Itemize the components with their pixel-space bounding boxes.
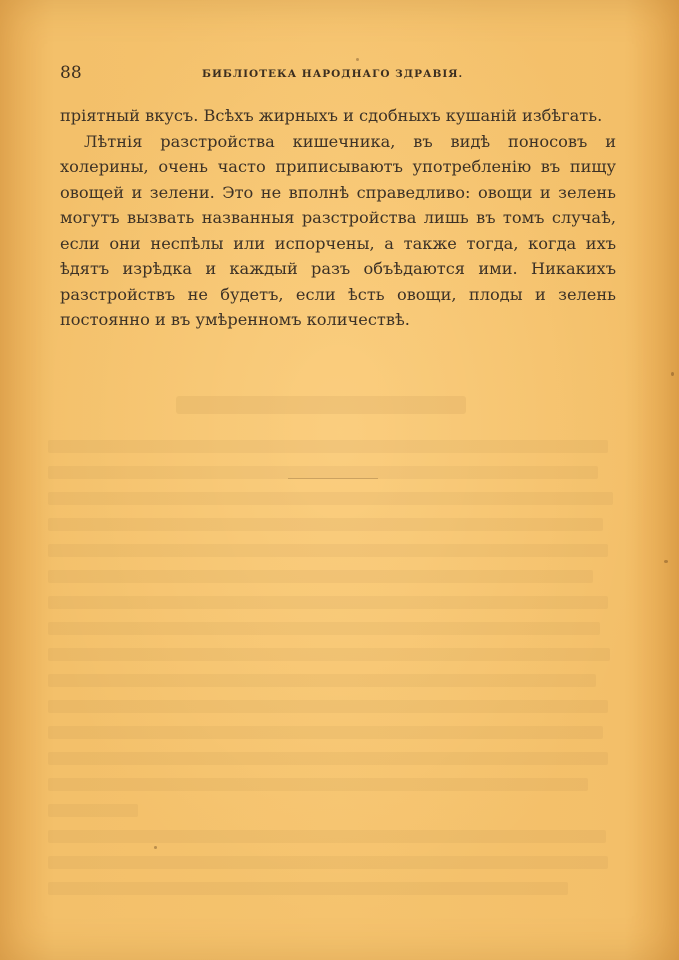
bleed-through-line xyxy=(48,804,138,817)
bleed-through-rule xyxy=(288,478,378,479)
running-head: БИБЛІОТЕКА НАРОДНАГО ЗДРАВІЯ. xyxy=(202,68,464,80)
page-header xyxy=(60,60,616,86)
page-number: 88 xyxy=(60,63,82,83)
bleed-through-line xyxy=(48,518,603,531)
bleed-through-line xyxy=(48,752,608,765)
bleed-through-line xyxy=(48,778,588,791)
bleed-through-line xyxy=(48,544,608,557)
ink-spot xyxy=(664,560,668,563)
bleed-through-line xyxy=(48,466,598,479)
bleed-through-line xyxy=(48,674,596,687)
bleed-through-line xyxy=(48,856,608,869)
bleed-through-line xyxy=(48,830,606,843)
bleed-through-line xyxy=(48,492,613,505)
paragraph-summer-disorders: Лѣтнія разстройства кишечника, въ видѣ поносовъ и холерины, очень часто приписываютъ употребленію въ пищу овощей и зелени. Это не вполнѣ справедливо: овощи и зелень могутъ вызвать названныя разстройства лишь въ томъ случаѣ, если они неспѣлы или испорчены, а также тогда, когда ихъ ѣдятъ изрѣдка и каждый разъ объѣдаются ими. Никакихъ разстройствъ не будетъ, если ѣсть овощи, плоды и зелень постоянно и въ умѣренномъ количествѣ. xyxy=(60,131,616,329)
bleed-through-line xyxy=(48,570,593,583)
body-text xyxy=(60,103,616,333)
ink-spot xyxy=(671,372,674,376)
ink-spot xyxy=(154,846,157,849)
bleed-through-line xyxy=(48,622,600,635)
bleed-through-line xyxy=(48,596,608,609)
bleed-through-line xyxy=(48,882,568,895)
bleed-through-reverse-text xyxy=(48,360,628,900)
bleed-through-heading xyxy=(176,396,466,414)
bleed-through-line xyxy=(48,700,608,713)
paragraph-continuation: пріятный вкусъ. Всѣхъ жирныхъ и сдобныхъ кушаній избѣгать. xyxy=(60,106,603,125)
bleed-through-line xyxy=(48,440,608,453)
bleed-through-line xyxy=(48,648,610,661)
bleed-through-line xyxy=(48,726,603,739)
